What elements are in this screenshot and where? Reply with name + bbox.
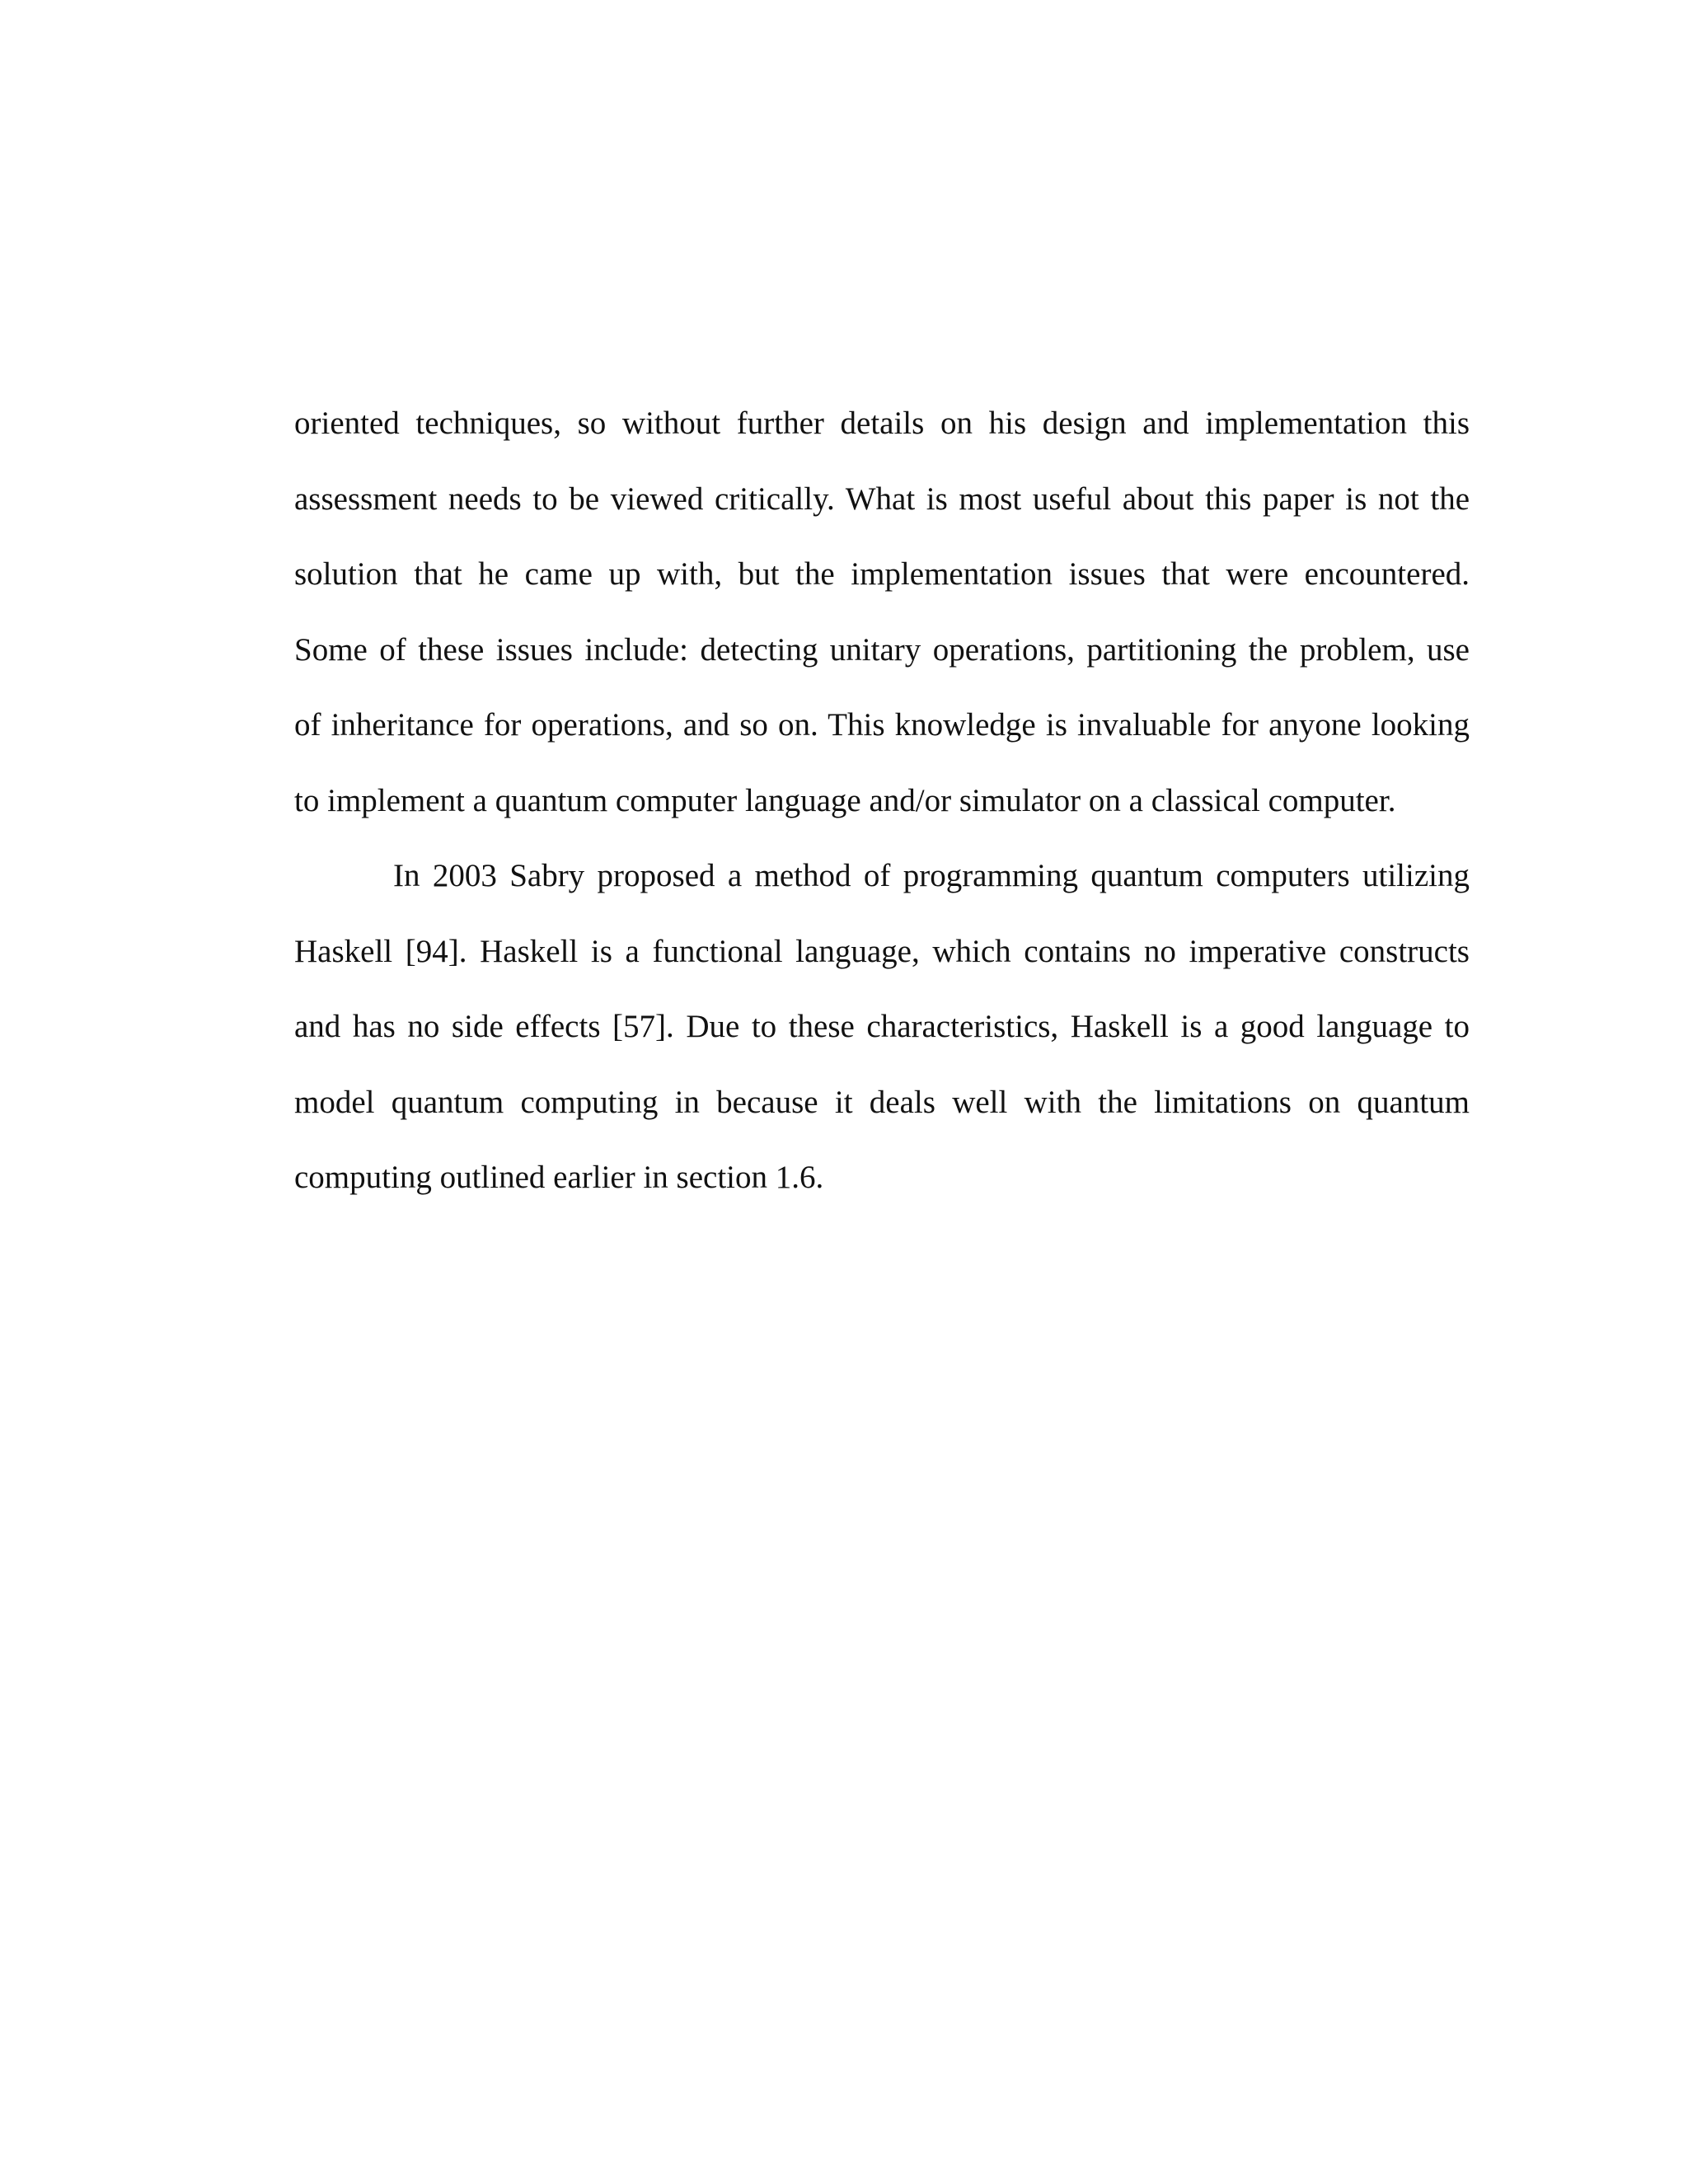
paragraph-line: to implement a quantum computer language and/or simulator on a classical computer. — [294, 782, 1396, 818]
paragraph-line: model quantum computing in because it deals well with the limitations on quantum — [294, 1084, 1470, 1120]
paragraph-line: and has no side effects [57]. Due to these characteristics, Haskell is a good language to — [294, 1009, 1470, 1044]
paragraph-2 — [294, 838, 1470, 1216]
paragraph-line: of inheritance for operations, and so on. This knowledge is invaluable for anyone looking — [294, 707, 1470, 743]
paragraph-line: Haskell [94]. Haskell is a functional language, which contains no imperative constructs — [294, 933, 1470, 969]
paragraph-line: oriented techniques, so without further details on his design and implementation this — [294, 405, 1470, 441]
body-text — [294, 386, 1470, 1216]
paragraph-line: assessment needs to be viewed critically. What is most useful about this paper is not the — [294, 480, 1470, 517]
paragraph-line: Some of these issues include: detecting unitary operations, partitioning the problem, use — [294, 631, 1470, 668]
paragraph-line: computing outlined earlier in section 1.6. — [294, 1160, 824, 1195]
paragraph-line: In 2003 Sabry proposed a method of programming quantum computers utilizing — [393, 858, 1470, 893]
paragraph-line: solution that he came up with, but the implementation issues that were encountered. — [294, 556, 1470, 592]
paragraph-1 — [294, 386, 1470, 838]
